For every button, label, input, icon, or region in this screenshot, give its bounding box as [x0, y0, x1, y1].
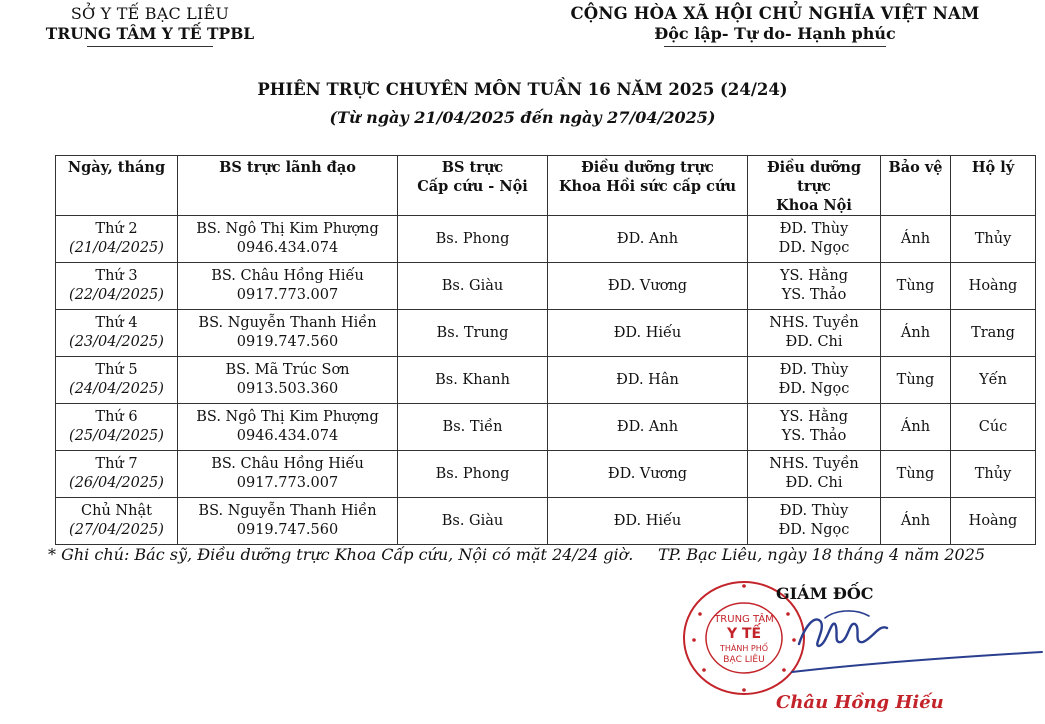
cell-internal-nurse: YS. Hằng YS. Thảo	[748, 263, 881, 310]
cell-orderly: Thủy	[951, 216, 1036, 263]
cell-orderly: Cúc	[951, 404, 1036, 451]
cell-er-doctor: Bs. Phong	[398, 451, 548, 498]
table-row	[56, 216, 1036, 263]
cell-date: Thứ 2 (21/04/2025)	[56, 216, 178, 263]
cell-icu-nurse: ĐD. Anh	[548, 216, 748, 263]
header-leader-doctor: BS trực lãnh đạo	[178, 156, 398, 216]
cell-internal-nurse: ĐD. Thùy ĐD. Ngọc	[748, 357, 881, 404]
table-row	[56, 498, 1036, 545]
cell-orderly: Trang	[951, 310, 1036, 357]
cell-guard: Tùng	[881, 263, 951, 310]
cell-icu-nurse: ĐD. Anh	[548, 404, 748, 451]
duty-schedule-table	[55, 155, 1036, 545]
document-title: PHIÊN TRỰC CHUYÊN MÔN TUẦN 16 NĂM 2025 (24/24)	[257, 80, 788, 99]
cell-guard: Tùng	[881, 451, 951, 498]
cell-leader-doctor: BS. Châu Hồng Hiếu 0917.773.007	[178, 263, 398, 310]
cell-er-doctor: Bs. Tiền	[398, 404, 548, 451]
national-header	[540, 4, 1010, 47]
cell-leader-doctor: BS. Ngô Thị Kim Phượng 0946.434.074	[178, 216, 398, 263]
cell-orderly: Thủy	[951, 451, 1036, 498]
issuing-agency	[40, 4, 260, 47]
cell-internal-nurse: NHS. Tuyền ĐD. Chi	[748, 451, 881, 498]
cell-leader-doctor: BS. Nguyễn Thanh Hiền 0919.747.560	[178, 310, 398, 357]
cell-internal-nurse: NHS. Tuyền ĐD. Chi	[748, 310, 881, 357]
signer-name: Châu Hồng Hiếu	[776, 692, 944, 713]
cell-er-doctor: Bs. Trung	[398, 310, 548, 357]
signature-flourish	[790, 646, 1045, 676]
cell-leader-doctor: BS. Mã Trúc Sơn 0913.503.360	[178, 357, 398, 404]
place-and-date: TP. Bạc Liêu, ngày 18 tháng 4 năm 2025	[658, 545, 986, 564]
cell-icu-nurse: ĐD. Hân	[548, 357, 748, 404]
header-orderly: Hộ lý	[951, 156, 1036, 216]
motto-underline	[664, 46, 886, 47]
cell-internal-nurse: ĐD. Thùy DD. Ngọc	[748, 216, 881, 263]
table-row	[56, 404, 1036, 451]
stamp-line-1: TRUNG TÂM	[714, 614, 774, 625]
cell-guard: Ánh	[881, 498, 951, 545]
cell-guard: Ánh	[881, 216, 951, 263]
cell-guard: Tùng	[881, 357, 951, 404]
national-title: CỘNG HÒA XÃ HỘI CHỦ NGHĨA VIỆT NAM	[570, 4, 980, 23]
cell-icu-nurse: ĐD. Vương	[548, 451, 748, 498]
cell-date: Thứ 5 (24/04/2025)	[56, 357, 178, 404]
cell-leader-doctor: BS. Nguyễn Thanh Hiền 0919.747.560	[178, 498, 398, 545]
cell-guard: Ánh	[881, 404, 951, 451]
table-row	[56, 451, 1036, 498]
table-row	[56, 357, 1036, 404]
cell-er-doctor: Bs. Khanh	[398, 357, 548, 404]
cell-date: Thứ 4 (23/04/2025)	[56, 310, 178, 357]
header-guard: Bảo vệ	[881, 156, 951, 216]
stamp-line-4: BẠC LIÊU	[723, 655, 765, 665]
cell-guard: Ánh	[881, 310, 951, 357]
agency-line-2: TRUNG TÂM Y TẾ TPBL	[45, 24, 255, 43]
table-header-row	[56, 156, 1036, 216]
cell-orderly: Hoàng	[951, 498, 1036, 545]
cell-internal-nurse: YS. Hằng YS. Thảo	[748, 404, 881, 451]
cell-icu-nurse: ĐD. Hiếu	[548, 310, 748, 357]
cell-date: Thứ 6 (25/04/2025)	[56, 404, 178, 451]
cell-date: Chủ Nhật (27/04/2025)	[56, 498, 178, 545]
agency-underline	[87, 46, 213, 47]
cell-icu-nurse: ĐD. Vương	[548, 263, 748, 310]
header-date: Ngày, tháng	[56, 156, 178, 216]
cell-internal-nurse: ĐD. Thùy ĐD. Ngọc	[748, 498, 881, 545]
cell-er-doctor: Bs. Phong	[398, 216, 548, 263]
stamp-line-2: Y TẾ	[726, 626, 762, 642]
national-motto: Độc lập- Tự do- Hạnh phúc	[654, 24, 896, 43]
header-icu-nurse: Điều dưỡng trực Khoa Hồi sức cấp cứu	[548, 156, 748, 216]
cell-icu-nurse: ĐD. Hiếu	[548, 498, 748, 545]
table-row	[56, 310, 1036, 357]
cell-orderly: Hoàng	[951, 263, 1036, 310]
document-subtitle: (Từ ngày 21/04/2025 đến ngày 27/04/2025)	[329, 108, 716, 127]
cell-er-doctor: Bs. Giàu	[398, 498, 548, 545]
cell-date: Thứ 7 (26/04/2025)	[56, 451, 178, 498]
agency-line-1: SỞ Y TẾ BẠC LIÊU	[70, 4, 230, 23]
stamp-line-3: THÀNH PHỐ	[719, 644, 769, 653]
cell-date: Thứ 3 (22/04/2025)	[56, 263, 178, 310]
header-internal-nurse: Điều dưỡng trực Khoa Nội	[748, 156, 881, 216]
cell-er-doctor: Bs. Giàu	[398, 263, 548, 310]
cell-leader-doctor: BS. Châu Hồng Hiếu 0917.773.007	[178, 451, 398, 498]
footnote: * Ghi chú: Bác sỹ, Điều dưỡng trực Khoa Cấp cứu, Nội có mặt 24/24 giờ.	[48, 545, 634, 564]
cell-orderly: Yến	[951, 357, 1036, 404]
director-title: GIÁM ĐỐC	[776, 584, 874, 603]
table-row	[56, 263, 1036, 310]
cell-leader-doctor: BS. Ngô Thị Kim Phượng 0946.434.074	[178, 404, 398, 451]
header-er-doctor: BS trực Cấp cứu - Nội	[398, 156, 548, 216]
